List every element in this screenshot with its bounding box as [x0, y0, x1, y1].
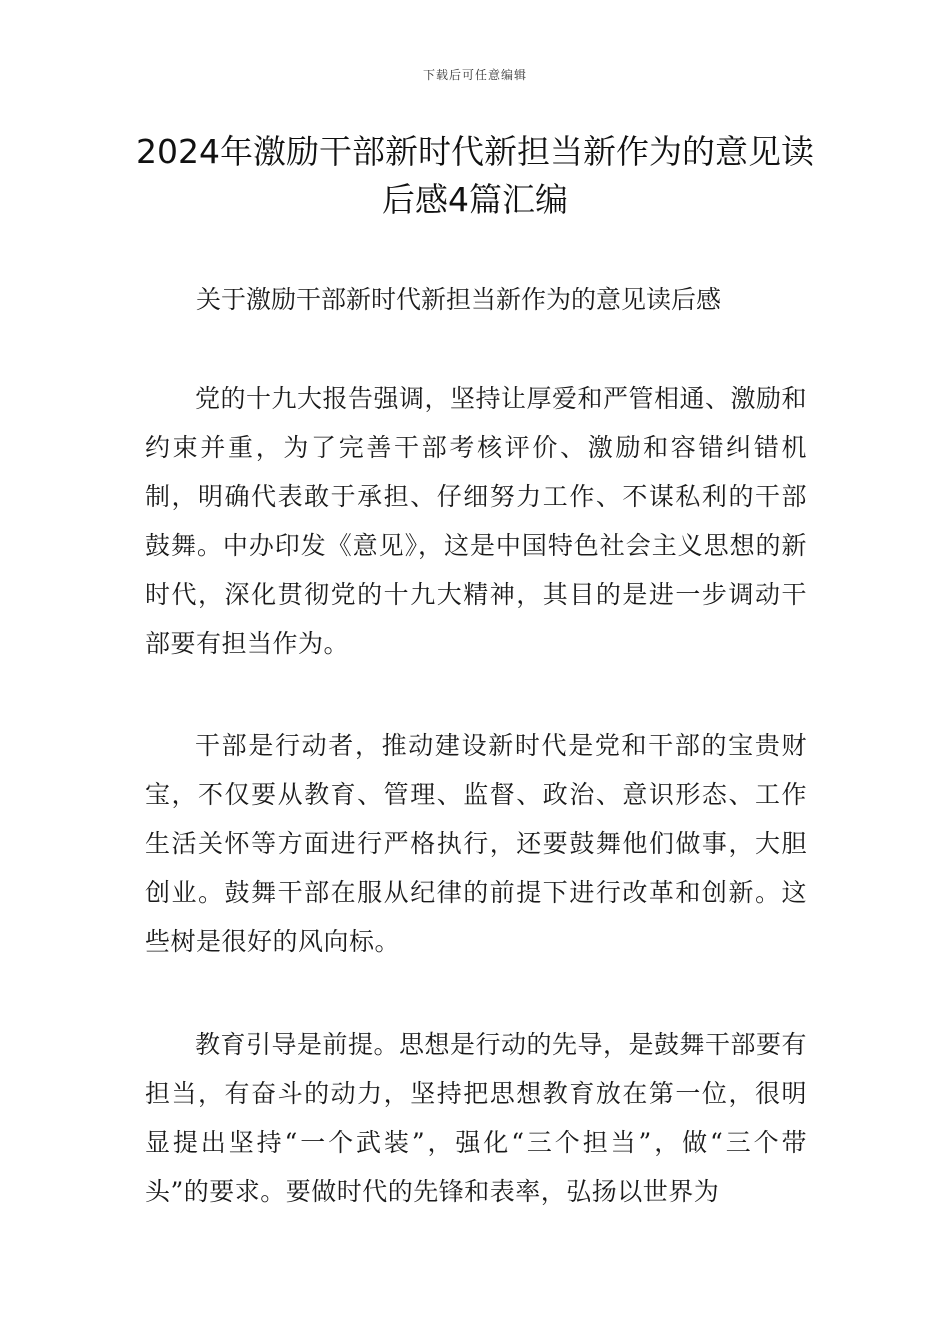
body-paragraph-2: 干部是行动者，推动建设新时代是党和干部的宝贵财宝，不仅要从教育、管理、监督、政治、意识形态、工作生活关怀等方面进行严格执行，还要鼓舞他们做事，大胆创业。鼓舞干部在服从纪律的前提下进行改革和创新。这些树是很好的风向标。: [145, 731, 807, 956]
document-title: 2024年激励干部新时代新担当新作为的意见读后感4篇汇编: [136, 132, 814, 219]
body-paragraph-1: 党的十九大报告强调，坚持让厚爱和严管相通、激励和约束并重，为了完善干部考核评价、激励和容错纠错机制，明确代表敢于承担、仔细努力工作、不谋私利的干部鼓舞。中办印发《意见》，这是中国特色社会主义思想的新时代，深化贯彻党的十九大精神，其目的是进一步调动干部要有担当作为。: [145, 384, 808, 658]
header-note: 下载后可任意编辑: [422, 68, 527, 82]
document-subtitle: 关于激励干部新时代新担当新作为的意见读后感: [196, 285, 722, 314]
body-paragraph-3: 教育引导是前提。思想是行动的先导，是鼓舞干部要有担当，有奋斗的动力，坚持把思想教育放在第一位，很明显提出坚持“一个武装”，强化“三个担当”，做“三个带头”的要求。要做时代的先锋和表率，弘扬以世界为: [145, 1030, 808, 1206]
